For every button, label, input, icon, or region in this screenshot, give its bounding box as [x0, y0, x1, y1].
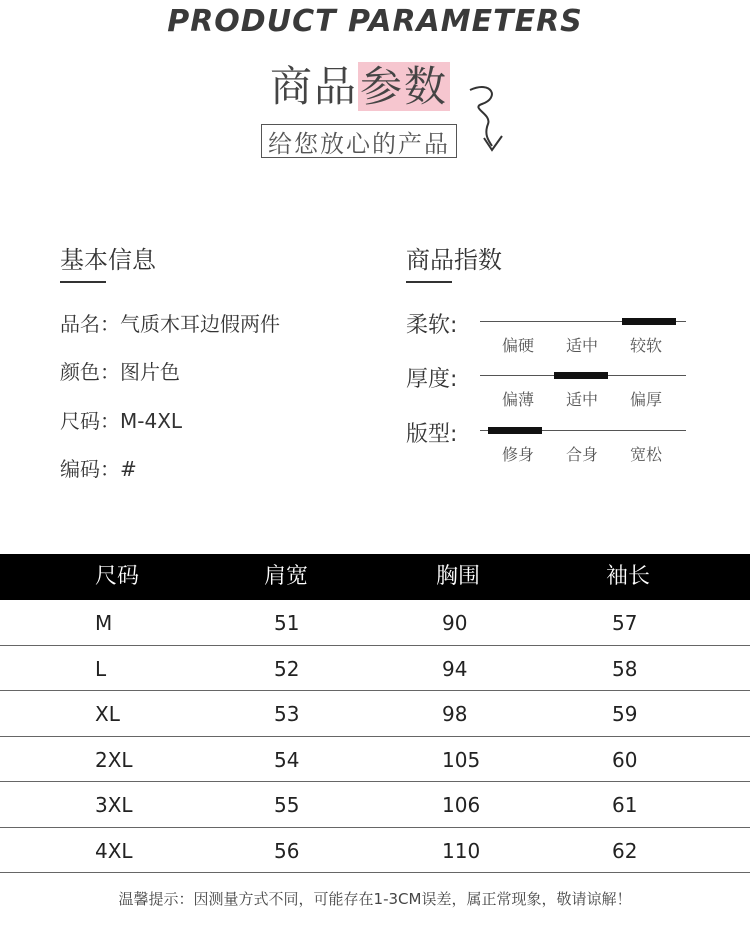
size-table-header-sleeve: 袖长	[606, 564, 651, 589]
table-row-divider	[0, 827, 750, 828]
scale-marker-thickness	[554, 372, 608, 379]
basic-info-title-text: 基本信息	[60, 246, 156, 274]
table-row-divider	[0, 690, 750, 691]
table-cell: 55	[274, 793, 300, 817]
scale-option: 合身	[566, 445, 599, 464]
table-cell: 105	[442, 747, 481, 772]
header-title-cn-a: 商品	[270, 62, 359, 111]
table-cell: 62	[612, 838, 638, 863]
curly-arrow-icon	[462, 80, 522, 160]
table-cell: 2XL	[95, 747, 133, 772]
scale-label-fit: 版型:	[406, 422, 458, 447]
scale-option: 偏硬	[502, 336, 535, 355]
product-index-section	[406, 240, 502, 281]
table-row-divider	[0, 736, 750, 737]
table-cell: 106	[442, 793, 481, 817]
info-line-name: 品名：气质木耳边假两件	[60, 312, 280, 336]
size-table-header-chest: 胸围	[436, 564, 481, 589]
table-cell: 3XL	[95, 793, 133, 817]
info-line-size: 尺码：M-4XL	[60, 409, 183, 433]
scale-option: 较软	[630, 336, 663, 355]
size-table-header-size: 尺码	[95, 564, 140, 589]
table-cell: 57	[612, 611, 638, 635]
info-line-code: 编码：#	[60, 457, 137, 481]
scale-option: 偏厚	[630, 390, 663, 409]
info-line-color: 颜色：图片色	[60, 360, 180, 384]
header-subtitle-box	[261, 124, 457, 158]
scale-option: 宽松	[630, 445, 663, 464]
scale-option: 适中	[566, 390, 599, 409]
scale-option: 修身	[502, 445, 535, 464]
table-row-divider	[0, 872, 750, 873]
table-cell: 53	[274, 702, 300, 726]
table-row-divider	[0, 645, 750, 646]
basic-info-title-underline	[60, 281, 106, 283]
basic-info-section	[60, 240, 156, 281]
scale-marker-softness	[622, 318, 676, 325]
size-table-header	[0, 554, 750, 600]
table-cell: 98	[442, 702, 468, 726]
table-cell: 60	[612, 747, 638, 772]
table-cell: 51	[274, 611, 300, 635]
header-title-en: PRODUCT PARAMETERS	[167, 4, 583, 39]
size-table-header-shoulder: 肩宽	[264, 564, 309, 589]
table-cell: 52	[274, 656, 300, 681]
scale-marker-fit	[488, 427, 542, 434]
table-cell: 4XL	[95, 838, 133, 863]
header-title-cn	[270, 54, 450, 114]
product-index-title-text: 商品指数	[406, 246, 502, 274]
scale-option: 偏薄	[502, 390, 535, 409]
table-cell: 56	[274, 838, 300, 863]
scale-label-thickness: 厚度:	[406, 367, 458, 392]
scale-label-softness: 柔软:	[406, 313, 458, 338]
table-cell: L	[95, 656, 107, 681]
product-index-title-underline	[406, 281, 452, 283]
header-title-cn-b: 参数	[360, 62, 449, 111]
table-row-divider	[0, 781, 750, 782]
table-cell: 59	[612, 702, 638, 726]
table-cell: 58	[612, 656, 638, 681]
header-subtitle: 给您放心的产品	[268, 129, 450, 158]
table-cell: 61	[612, 793, 638, 817]
table-cell: 94	[442, 656, 468, 681]
footer-note: 温馨提示：因测量方式不同，可能存在1-3CM误差，属正常现象，敬请谅解！	[118, 890, 632, 908]
scale-option: 适中	[566, 336, 599, 355]
table-cell: 54	[274, 747, 300, 772]
basic-info-title	[60, 240, 156, 281]
table-cell: XL	[95, 702, 120, 726]
table-cell: M	[95, 611, 113, 635]
table-cell: 90	[442, 611, 468, 635]
product-index-title	[406, 240, 502, 281]
table-cell: 110	[442, 838, 481, 863]
